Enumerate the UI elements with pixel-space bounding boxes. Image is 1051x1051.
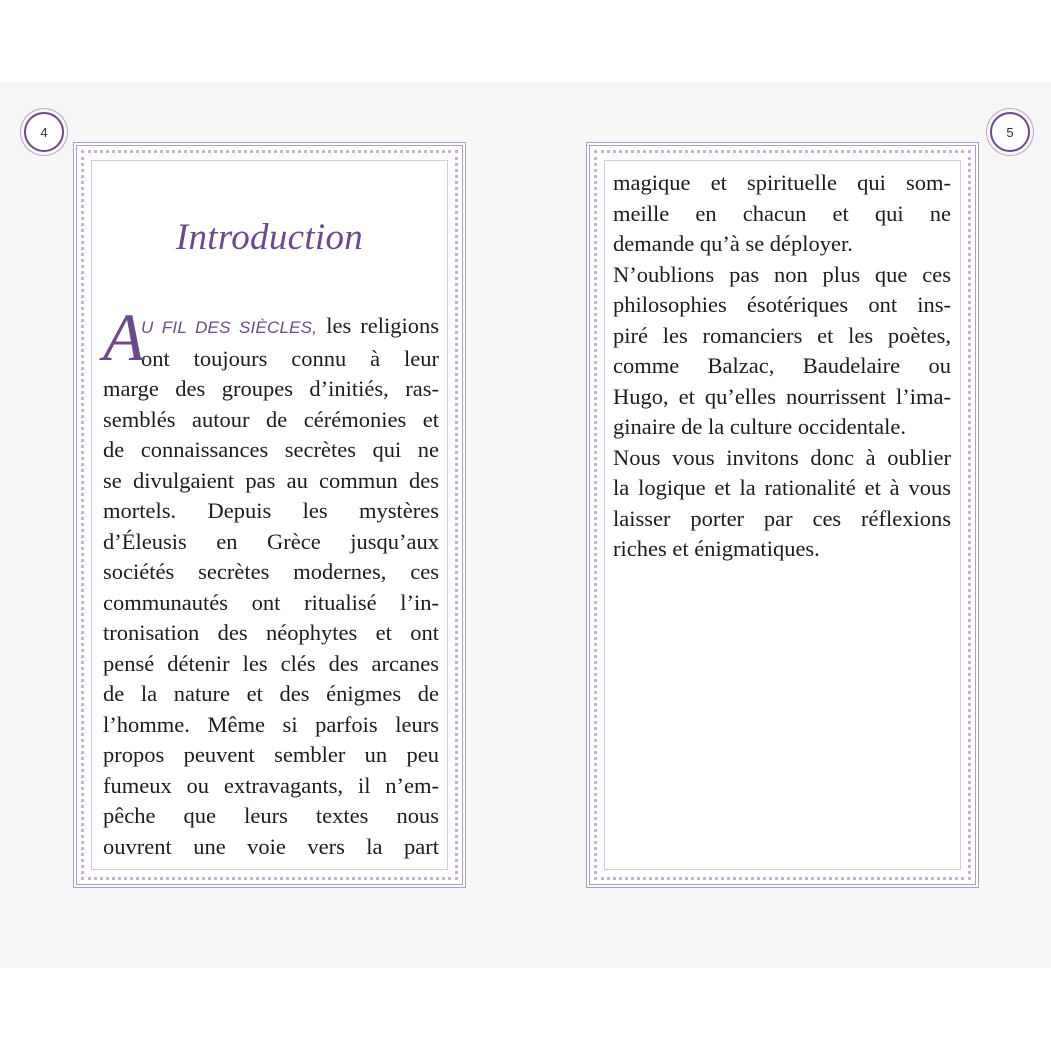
page-title: Introduction	[175, 217, 364, 258]
small-caps-lead: U FIL DES SIÈCLES,	[141, 318, 318, 337]
text-line: laisser porter par ces réflexions	[613, 505, 951, 531]
text-line: se divulgaient pas au commun des	[103, 467, 439, 493]
text-line: demande qu’à se déployer.	[613, 231, 853, 256]
text-line: de connaissances secrètes qui ne	[103, 437, 439, 462]
text-line: marge des groupes d’initiés, ras-	[103, 376, 439, 401]
text-line: pêche que leurs textes nous	[103, 803, 439, 828]
text-line: mortels. Depuis les mystères	[103, 498, 439, 523]
page-number-left: 4	[24, 112, 64, 152]
text-line: ont toujours connu à leur	[141, 345, 439, 371]
text-line: comme Balzac, Baudelaire ou	[613, 353, 951, 378]
page-number-right: 5	[990, 112, 1030, 152]
text-line: Hugo, et qu’elles nourrissent l’ima-	[613, 383, 951, 409]
text-line: pensé détenir les clés des arcanes	[103, 650, 439, 676]
text-line: sociétés secrètes modernes, ces	[103, 559, 439, 584]
text-line: communautés ont ritualisé l’in-	[103, 589, 439, 615]
text-line: la logique et la rationalité et à vous	[613, 475, 951, 500]
drop-cap: A	[103, 299, 145, 375]
text-line: ginaire de la culture occidentale.	[613, 414, 906, 439]
text-line: philosophies ésotériques ont ins-	[613, 292, 951, 317]
text-line: magique et spirituelle qui som-	[613, 170, 951, 195]
text-line: l’homme. Même si parfois leurs	[103, 711, 439, 737]
text-line: propos peuvent sembler un peu	[103, 742, 439, 767]
text-line: de la nature et des énigmes de	[103, 681, 439, 706]
text-line: d’Éleusis en Grèce jusqu’aux	[103, 528, 439, 554]
text-line: tronisation des néophytes et ont	[103, 620, 439, 645]
text-line-fragment: les religions	[326, 313, 440, 338]
text-line: meille en chacun et qui ne	[613, 200, 951, 226]
right-page-text	[613, 168, 951, 565]
text-line: ouvrent une voie vers la part	[103, 833, 439, 859]
left-page-text	[103, 299, 440, 862]
text-line: fumeux ou extravagants, il n’em-	[103, 772, 439, 798]
text-line: piré les romanciers et les poètes,	[613, 322, 951, 348]
text-line: Nous vous invitons donc à oublier	[613, 444, 951, 470]
lead-text	[103, 313, 439, 338]
text-line: N’oublions pas non plus que ces	[613, 261, 951, 287]
text-line: semblés autour de cérémonies et	[103, 406, 439, 432]
text-line: riches et énigmatiques.	[613, 536, 820, 561]
